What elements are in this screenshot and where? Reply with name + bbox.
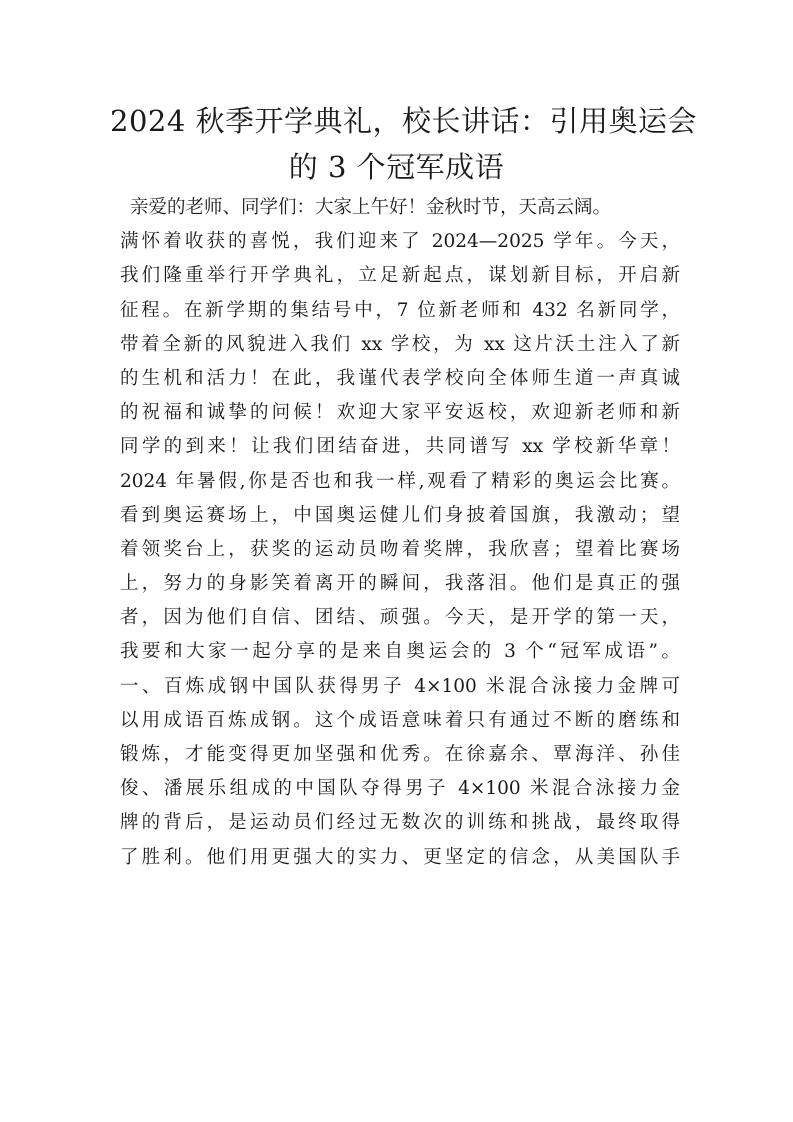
body-line: 了胜利。他们用更强大的实力、更坚定的信念，从美国队手 [120, 846, 680, 868]
body-line: 俊、潘展乐组成的中国队夺得男子 4×100 米混合泳接力金 [120, 778, 680, 800]
body-line: 带着全新的风貌进入我们 xx 学校，为 xx 这片沃土注入了新 [120, 333, 680, 355]
title-line-2: 的 3 个冠军成语 [288, 150, 505, 184]
body-line: 锻炼，才能变得更加坚强和优秀。在徐嘉余、覃海洋、孙佳 [120, 744, 680, 765]
body-line: 一、百炼成钢中国队获得男子 4×100 米混合泳接力金牌可 [120, 675, 680, 697]
body-line: 者，因为他们自信、团结、顽强。今天，是开学的第一天， [120, 607, 680, 629]
body-line: 2024 年暑假,你是否也和我一样,观看了精彩的奥运会比赛。 [120, 470, 680, 492]
body-line: 我要和大家一起分享的是来自奥运会的 3 个“冠军成语”。 [120, 641, 680, 663]
speech-body [120, 191, 680, 875]
body-line: 亲爱的老师、同学们：大家上午好！金秋时节，天高云阔。 [130, 197, 612, 218]
title-line-1: 2024 秋季开学典礼，校长讲话：引用奥运会 [110, 104, 698, 138]
body-line: 的生机和活力！在此，我谨代表学校向全体师生道一声真诚 [120, 367, 680, 389]
body-line: 看到奥运赛场上，中国奥运健儿们身披着国旗，我激动；望 [120, 504, 680, 526]
body-line: 满怀着收获的喜悦，我们迎来了 2024—2025 学年。今天， [120, 231, 680, 253]
document-title [110, 98, 698, 190]
body-line: 征程。在新学期的集结号中，7 位新老师和 432 名新同学， [120, 299, 680, 321]
body-line: 的祝福和诚挚的问候！欢迎大家平安返校，欢迎新老师和新 [120, 402, 680, 424]
body-line: 以用成语百炼成钢。这个成语意味着只有通过不断的磨练和 [120, 709, 680, 731]
body-line: 牌的背后，是运动员们经过无数次的训练和挑战，最终取得 [120, 812, 680, 834]
body-line: 上，努力的身影笑着离开的瞬间，我落泪。他们是真正的强 [120, 573, 680, 595]
body-line: 着领奖台上，获奖的运动员吻着奖牌，我欣喜；望着比赛场 [120, 538, 680, 560]
body-line: 我们隆重举行开学典礼，立足新起点，谋划新目标，开启新 [120, 265, 680, 287]
body-line: 同学的到来！让我们团结奋进，共同谱写 xx 学校新华章！ [120, 436, 680, 458]
